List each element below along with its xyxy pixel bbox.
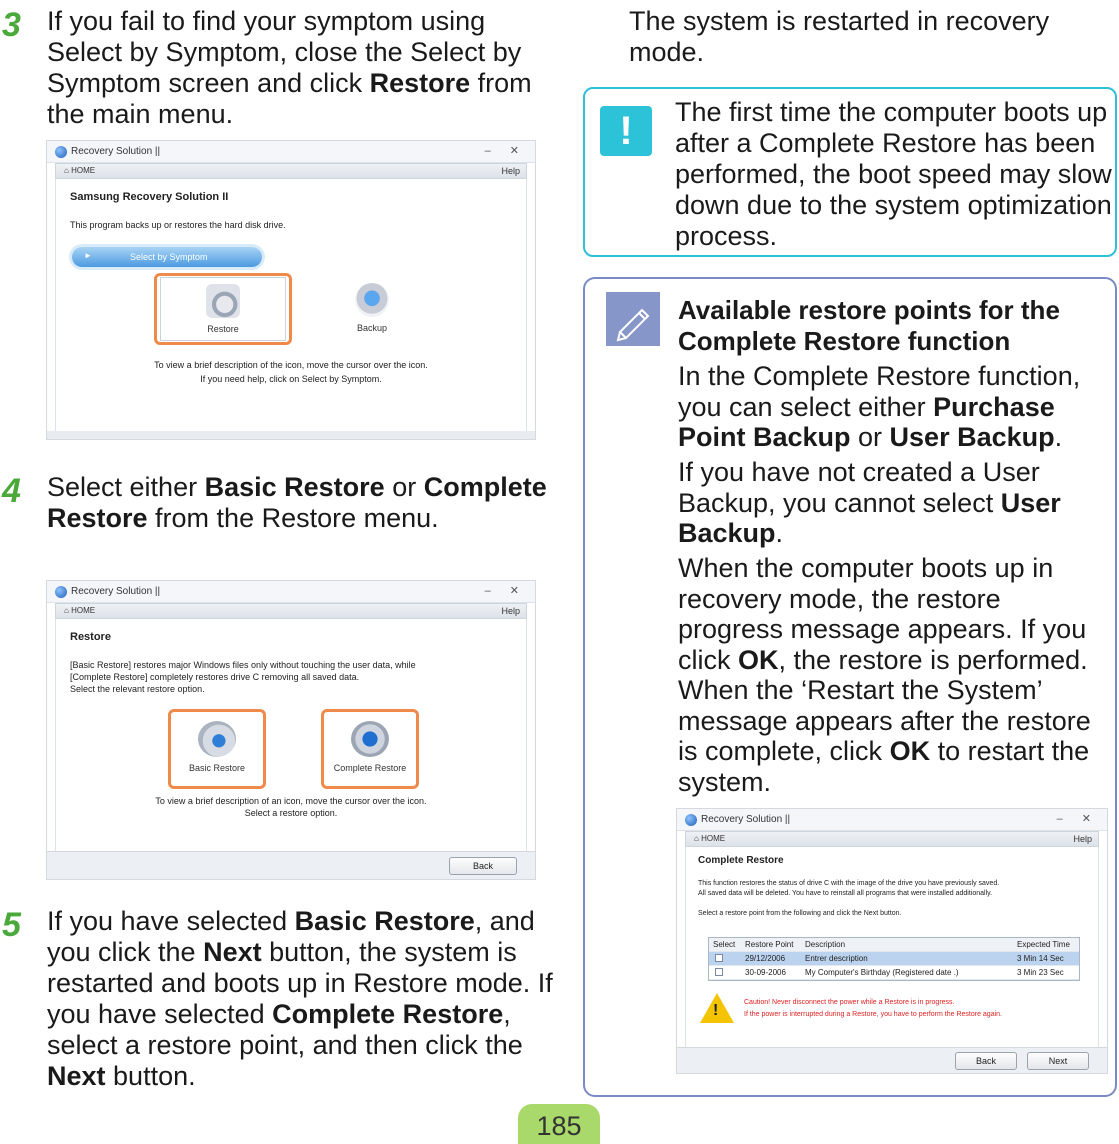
text-run: or bbox=[384, 472, 424, 502]
text-run: , and you click the bbox=[47, 906, 535, 967]
back-button[interactable]: Back bbox=[449, 857, 517, 875]
restore-title: Restore bbox=[70, 631, 111, 643]
window-body bbox=[55, 619, 527, 851]
complete-line-3: Select a restore point from the following and click the Next button. bbox=[698, 910, 902, 917]
button-bar bbox=[677, 1047, 1107, 1073]
note-paragraph-3 bbox=[678, 553, 1108, 797]
table-header bbox=[709, 938, 1079, 952]
restore-line-2: [Complete Restore] completely restores drive C removing all saved data. bbox=[70, 672, 360, 682]
nav-bar bbox=[55, 603, 527, 619]
next-button[interactable]: Next bbox=[1027, 1052, 1089, 1070]
bold-term: Basic Restore bbox=[294, 906, 475, 936]
caution-line-1: Caution! Never disconnect the power while a Restore is in progress. bbox=[744, 999, 955, 1006]
text-run: , select a restore point, and then click the bbox=[47, 999, 523, 1060]
table-row[interactable] bbox=[709, 966, 1079, 980]
bold-term: Complete Restore bbox=[272, 999, 504, 1029]
text-run: . bbox=[775, 518, 784, 548]
complete-line-1: This function restores the status of drive C with the image of the drive you have previously saved. bbox=[698, 880, 1000, 887]
program-title: Samsung Recovery Solution II bbox=[70, 191, 229, 203]
text-run: Select either bbox=[47, 472, 205, 502]
window-body bbox=[685, 847, 1099, 1047]
recovery-logo-icon bbox=[55, 586, 67, 598]
backup-icon bbox=[355, 283, 389, 317]
screenshot-complete-restore bbox=[676, 808, 1108, 1074]
backup-icon-card[interactable] bbox=[332, 277, 412, 341]
restore-line-3: Select the relevant restore option. bbox=[70, 684, 205, 694]
help-link[interactable]: Help bbox=[501, 606, 520, 616]
note-heading: Available restore points for the Complete Restore function bbox=[678, 295, 1060, 356]
text-run: In the Complete Restore function, you can select either bbox=[678, 361, 1081, 422]
table-row[interactable] bbox=[709, 952, 1079, 966]
text-run: If you have selected bbox=[47, 906, 295, 936]
text-run: to restart the system. bbox=[678, 736, 1090, 797]
row-expected-time: 3 Min 23 Sec bbox=[1017, 968, 1064, 977]
exclamation-icon: ! bbox=[600, 106, 652, 156]
step-number-4: 4 bbox=[2, 472, 21, 510]
window-controls[interactable]: – ✕ bbox=[484, 145, 527, 157]
button-bar bbox=[47, 851, 535, 879]
play-icon: ► bbox=[84, 251, 92, 260]
row-description: Entrer description bbox=[805, 954, 868, 963]
help-link[interactable]: Help bbox=[501, 166, 520, 176]
step-3-text bbox=[47, 6, 567, 130]
row-restore-point: 30-09-2006 bbox=[745, 968, 786, 977]
col-select: Select bbox=[713, 940, 736, 949]
caution-line-2: If the power is interrupted during a Restore, you have to perform the Restore again. bbox=[744, 1011, 1002, 1018]
hint-line-2: If you need help, click on Select by Symptom. bbox=[200, 374, 382, 384]
screenshot-main-menu bbox=[46, 140, 536, 440]
basic-restore-card[interactable] bbox=[172, 713, 262, 785]
restore-icon bbox=[206, 284, 240, 318]
screenshot-restore-menu bbox=[46, 580, 536, 880]
col-expected-time: Expected Time bbox=[1017, 940, 1070, 949]
row-expected-time: 3 Min 14 Sec bbox=[1017, 954, 1064, 963]
step-number-5: 5 bbox=[2, 906, 21, 944]
complete-restore-title: Complete Restore bbox=[698, 855, 784, 866]
row-description: My Computer's Birthday (Registered date .) bbox=[805, 968, 959, 977]
recovery-mode-text: The system is restarted in recovery mode. bbox=[629, 6, 1050, 67]
text-run: , the restore is performed. When the ‘Restart the System’ message appears after the restore is complete, click bbox=[678, 644, 1091, 766]
window-title: Recovery Solution || bbox=[701, 814, 791, 825]
text-run: from the main menu. bbox=[47, 68, 532, 129]
nav-bar bbox=[55, 163, 527, 179]
basic-restore-icon bbox=[198, 721, 236, 757]
window-title: Recovery Solution || bbox=[71, 586, 161, 597]
window-controls[interactable]: – ✕ bbox=[484, 585, 527, 597]
text-run: or bbox=[850, 422, 890, 452]
complete-restore-label: Complete Restore bbox=[333, 763, 407, 773]
home-link[interactable]: ⌂ HOME bbox=[64, 606, 96, 615]
bold-term: User Backup bbox=[678, 487, 1061, 548]
window-body bbox=[55, 179, 527, 431]
nav-bar bbox=[685, 831, 1099, 847]
window-titlebar bbox=[47, 581, 535, 603]
bold-term: Next bbox=[203, 937, 262, 967]
text-run: When the computer boots up in recovery mode, the restore progress message appears. If you click bbox=[678, 553, 1087, 675]
back-button[interactable]: Back bbox=[955, 1052, 1017, 1070]
row-checkbox[interactable] bbox=[715, 954, 723, 964]
select-by-symptom-button[interactable] bbox=[72, 247, 262, 267]
text-run: button, the system is restarted and boots up in Restore mode. If you have selected bbox=[47, 937, 553, 1029]
bold-term: User Backup bbox=[889, 422, 1055, 452]
recovery-logo-icon bbox=[685, 814, 697, 826]
note-paragraph-2 bbox=[678, 457, 1108, 549]
window-titlebar bbox=[677, 809, 1107, 831]
step-5-text bbox=[47, 906, 567, 1092]
complete-line-2: All saved data will be deleted. You have to reinstall all programs that were installed additionally. bbox=[698, 890, 993, 897]
step-number-3: 3 bbox=[2, 6, 21, 44]
col-description: Description bbox=[805, 940, 846, 949]
program-subtitle: This program backs up or restores the hard disk drive. bbox=[70, 220, 286, 230]
text-run: from the Restore menu. bbox=[147, 503, 439, 533]
restore-line-1: [Basic Restore] restores major Windows files only without touching the user data, while bbox=[70, 660, 416, 670]
basic-restore-label: Basic Restore bbox=[188, 763, 246, 773]
bold-term: Basic Restore bbox=[204, 472, 385, 502]
bold-term: OK bbox=[889, 736, 931, 766]
restore-icon-card[interactable] bbox=[160, 277, 286, 341]
complete-restore-icon bbox=[351, 721, 389, 757]
restore-label: Restore bbox=[207, 324, 239, 334]
complete-restore-card[interactable] bbox=[325, 713, 415, 785]
bold-term: OK bbox=[738, 644, 779, 675]
window-footer bbox=[47, 431, 535, 439]
home-link[interactable]: ⌂ HOME bbox=[64, 166, 96, 175]
select-by-symptom-label: Select by Symptom bbox=[130, 252, 208, 262]
bold-term: Complete Restore bbox=[47, 472, 547, 533]
note-paragraph-1 bbox=[678, 361, 1108, 453]
caution-text: The first time the computer boots up after a Complete Restore has been performed, the boot speed may slow down due to the system optimization process. bbox=[675, 97, 1112, 251]
row-checkbox[interactable] bbox=[715, 968, 723, 978]
bold-term: Restore bbox=[369, 68, 471, 98]
pencil-note-icon bbox=[606, 292, 660, 346]
text-run: button. bbox=[105, 1061, 196, 1091]
window-title: Recovery Solution || bbox=[71, 146, 161, 157]
hint-line-2: Select a restore option. bbox=[244, 808, 338, 818]
col-restore-point: Restore Point bbox=[745, 940, 794, 949]
text-run: If you have not created a User Backup, you cannot select bbox=[678, 457, 1040, 518]
hint-line-1: To view a brief description of the icon, move the cursor over the icon. bbox=[154, 360, 428, 370]
help-link[interactable]: Help bbox=[1073, 834, 1092, 844]
caution-box bbox=[583, 87, 1117, 257]
warning-icon-mark: ! bbox=[713, 1002, 719, 1019]
bold-term: Purchase Point Backup bbox=[678, 391, 1055, 452]
text-run: . bbox=[1054, 422, 1063, 452]
recovery-logo-icon bbox=[55, 146, 67, 158]
text-run: If you fail to find your symptom using Select by Symptom, close the Select by Symptom screen and click bbox=[47, 6, 522, 98]
page-number: 185 bbox=[518, 1104, 600, 1144]
restore-point-table bbox=[708, 937, 1080, 981]
backup-label: Backup bbox=[356, 323, 388, 333]
window-titlebar bbox=[47, 141, 535, 163]
home-link[interactable]: ⌂ HOME bbox=[694, 834, 726, 843]
bold-term: Next bbox=[47, 1061, 106, 1091]
step-4-text bbox=[47, 472, 547, 534]
hint-line-1: To view a brief description of an icon, move the cursor over the icon. bbox=[155, 796, 427, 806]
row-restore-point: 29/12/2006 bbox=[745, 954, 786, 963]
window-controls[interactable]: – ✕ bbox=[1056, 813, 1099, 825]
